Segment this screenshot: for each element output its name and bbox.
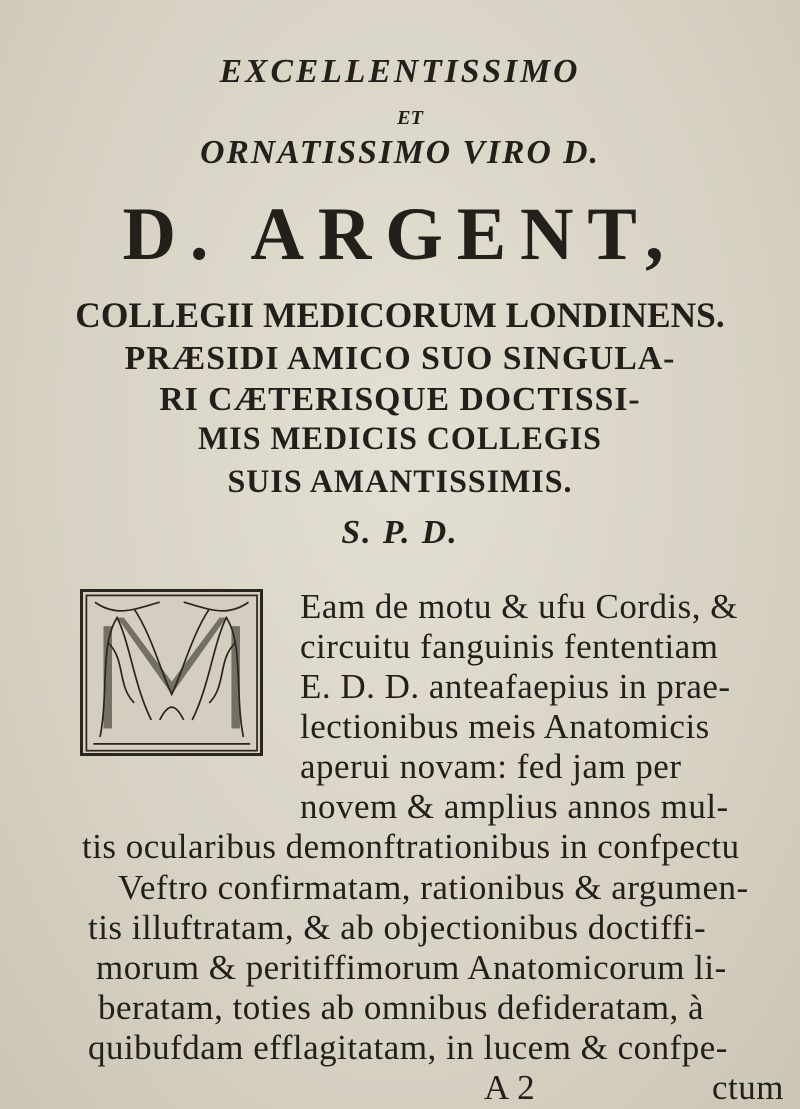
body-line-12: quibufdam efflagitatam, in lucem & confpe-: [88, 1027, 728, 1067]
heading-line-5: COLLEGII MEDICORUM LONDINENS.: [75, 295, 725, 336]
body-line-5: aperui novam: fed jam per: [300, 747, 682, 787]
body-line-9: tis illuftratam, & ab objectionibus doctiffi-: [88, 907, 707, 947]
body-line-8: Veftro confirmatam, rationibus & argumen-: [118, 867, 749, 907]
body-line-6: novem & amplius annos mul-: [300, 787, 729, 827]
body-line-2: circuitu fanguinis fententiam: [300, 627, 719, 666]
initial-ornament: [83, 592, 260, 754]
body-line-1: Eam de motu & ufu Cordis, &: [300, 586, 738, 626]
heading-line-2: ET: [397, 106, 423, 129]
signature-mark: A 2: [484, 1068, 536, 1108]
heading-name: D. ARGENT,: [122, 192, 678, 276]
body-line-11: beratam, toties ab omnibus defideratam, à: [98, 987, 705, 1027]
catchword: ctum: [712, 1068, 784, 1108]
salutation: S. P. D.: [341, 513, 459, 551]
heading-line-7: RI CÆTERISQUE DOCTISSI-: [159, 381, 641, 419]
heading-line-3: ORNATISSIMO VIRO D.: [200, 133, 600, 171]
body-line-10: morum & peritiffimorum Anatomicorum li-: [96, 947, 727, 987]
decorated-initial-M-icon: [80, 589, 263, 756]
heading-line-9: SUIS AMANTISSIMIS.: [227, 464, 573, 501]
heading-line-8: MIS MEDICIS COLLEGIS: [198, 421, 602, 458]
heading-line-6: PRÆSIDI AMICO SUO SINGULA-: [124, 339, 676, 377]
body-line-4: lectionibus meis Anatomicis: [300, 707, 710, 747]
body-line-7: tis ocularibus demonftrationibus in confpectu: [82, 827, 740, 867]
heading-line-1: EXCELLENTISSIMO: [219, 52, 581, 90]
body-line-3: E. D. D. anteafaepius in prae-: [300, 667, 731, 707]
